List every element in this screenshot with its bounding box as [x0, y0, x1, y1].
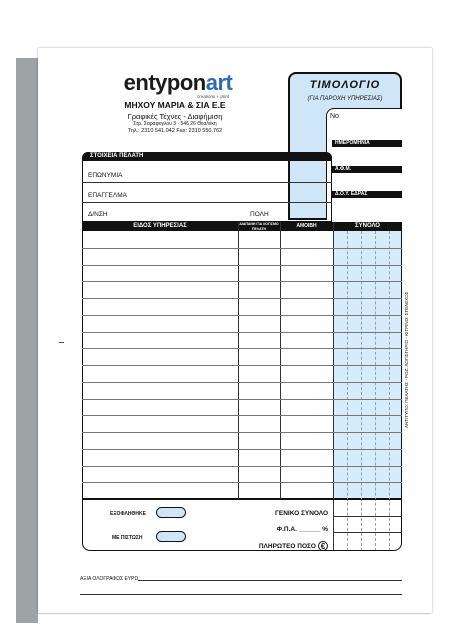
column-fee: ΑΜΟΙΒΗ	[296, 223, 317, 229]
payable-label: ΠΛΗΡΩΤΕΟ ΠΟΣΟ	[258, 543, 316, 550]
customer-city-label: ΠΟΛΗ	[250, 211, 269, 218]
tax-office-field-label: Δ.Ο.Υ. ΕΔΡΑΣ	[332, 191, 402, 198]
customer-profession-line	[82, 202, 332, 203]
invoice-subtitle: (ΓΙΑ ΠΑΡΟΧΗ ΥΠΗΡΕΣΙΑΣ)	[307, 96, 383, 102]
vat-label: Φ.Π.Α. ______ %	[276, 526, 328, 533]
table-row	[82, 382, 402, 383]
customer-profession-label: ΕΠΑΓΓΕΛΜΑ	[88, 192, 127, 199]
date-field-label: ΗΜΕΡΟΜΗΝΙΑ	[332, 140, 402, 147]
vat-number-field-label: Α.Φ.Μ.	[332, 166, 402, 173]
table-row	[82, 482, 402, 483]
table-row	[82, 265, 402, 266]
invoice-number-area	[326, 108, 402, 220]
table-row	[82, 315, 402, 316]
table-row	[82, 432, 402, 433]
company-name: ΜΗΧΟΥ ΜΑΡΙΑ & ΣΙΑ Ε.Ε	[124, 100, 226, 110]
invoice-title: ΤΙΜΟΛΟΓΙΟ	[309, 79, 381, 91]
table-row	[82, 466, 402, 467]
table-row	[82, 281, 402, 282]
table-row	[82, 298, 402, 299]
paid-label: ΕΞΟΦΛΗΘΗΚΕ	[110, 511, 146, 517]
table-row	[82, 248, 402, 249]
binding-mark	[59, 342, 64, 343]
totals-line	[333, 532, 402, 533]
table-row	[82, 365, 402, 366]
credit-label: ΜΕ ΠΙΣΤΩΣΗ	[112, 535, 143, 541]
logo-tagline: creations + print	[197, 94, 230, 99]
euro-icon: €	[318, 541, 328, 551]
paid-checkbox[interactable]	[156, 507, 186, 518]
column-client-expense: ΔΙΑΠΑΝΗ ΓΙΑ ΛΟΓ/ΣΜΟ ΠΕΛΑΤΗ	[239, 222, 279, 231]
customer-heading: ΣΤΟΙΧΕΙΑ ΠΕΛΑΤΗ	[82, 152, 332, 161]
table-row	[82, 399, 402, 400]
column-total: ΣΥΝΟΛΟ	[355, 223, 380, 229]
amount-in-words-label: ΑΞΙΑ ΟΛΟΓΡΑΦΩΣ ΕΥΡΩ	[80, 576, 139, 582]
copy-distribution-note: ΑΝΤΙΤΥΠΟ: ΠΕΛΑΤΗΣ - ΡΟΖ: ΛΟΓΙΣΤΗΡΙΟ - ΚΙΤΡΙΝΟ: ΣΤΕΛΕΧΟΣ	[404, 291, 409, 429]
company-phones: Τηλ.: 2310 541.042 Fax: 2310 550.762	[127, 128, 223, 134]
company-logo: entyponart	[123, 70, 233, 95]
totals-line	[333, 516, 402, 517]
table-row	[82, 449, 402, 450]
grand-total-label: ΓΕΝΙΚΟ ΣΥΝΟΛΟ	[274, 510, 328, 517]
amount-in-words-line	[138, 580, 402, 581]
pad-back-edge	[16, 58, 38, 623]
customer-address-label: Δ/ΝΣΗ	[88, 211, 108, 218]
invoice-number-label: Νο	[330, 113, 339, 120]
amount-in-words-line-2	[80, 594, 402, 595]
column-service-type: ΕΙΔΟΣ ΥΠΗΡΕΣΙΑΣ	[133, 223, 187, 229]
customer-name-line	[82, 182, 332, 183]
table-row	[82, 332, 402, 333]
table-row	[82, 415, 402, 416]
company-subtitle: Γραφικές Τέχνες - Διαφήμιση	[127, 112, 223, 121]
credit-checkbox[interactable]	[156, 531, 186, 542]
table-row	[82, 348, 402, 349]
company-address: Στρ. Σαράφογλου 3 · 546 26 Θεσ/νίκη	[133, 121, 217, 127]
customer-name-label: ΕΠΩΝΥΜΙΑ	[88, 172, 123, 179]
customer-box	[82, 152, 332, 222]
